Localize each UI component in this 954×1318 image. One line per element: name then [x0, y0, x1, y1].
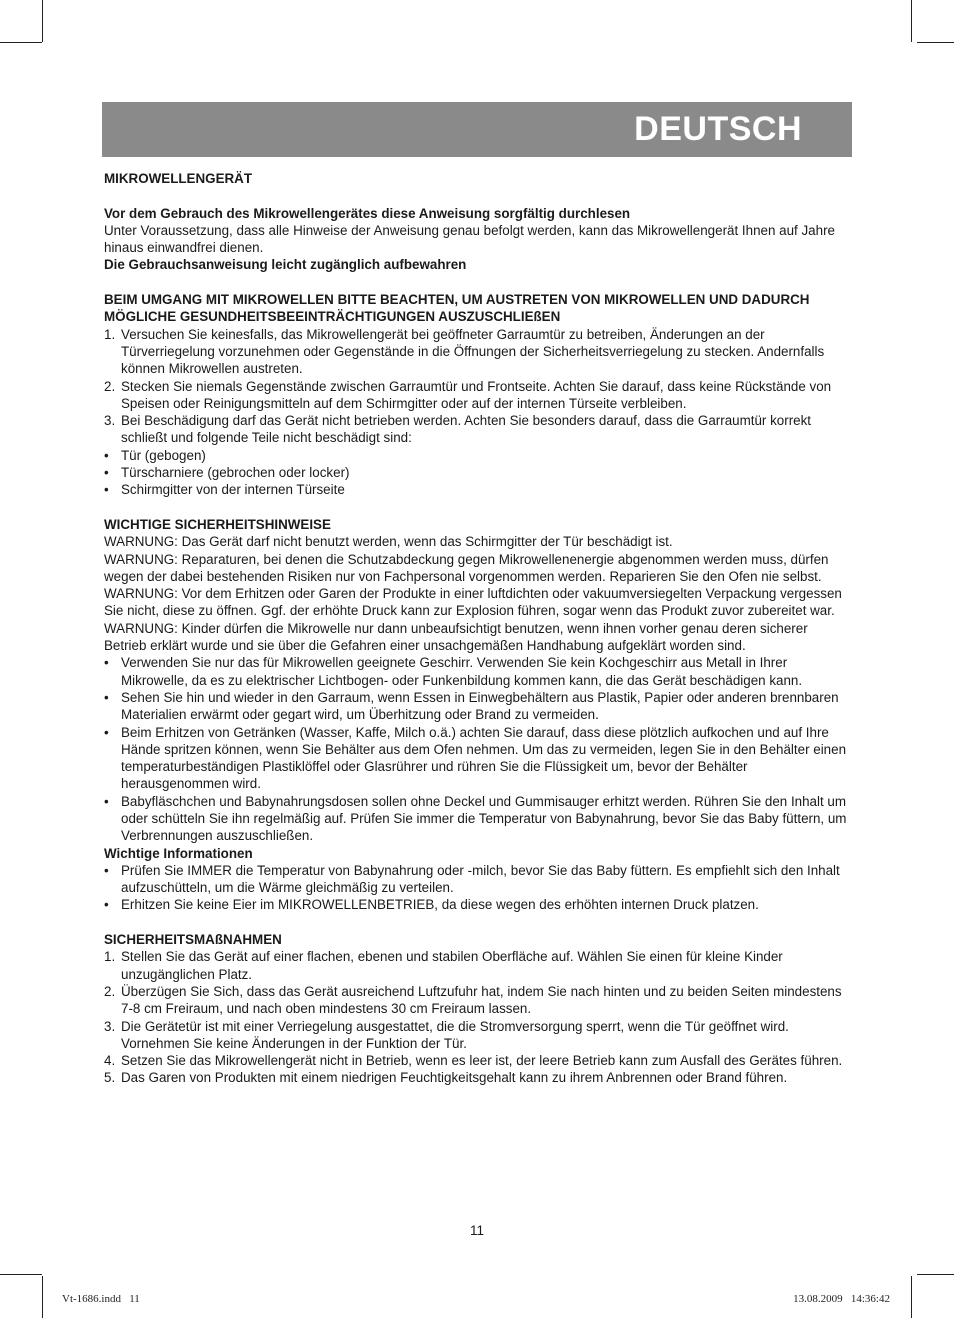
- list-item: • Beim Erhitzen von Getränken (Wasser, Kaffe, Milch o.ä.) achten Sie darauf, dass diese plötzlich aufkochen und auf Ihre Hände spritzen können, wenn Sie Behälter aus dem Ofen nehmen. Um das zu vermeiden, legen Sie in den Behälter einen temperaturbeständigen Plastiklöffel oder Glasrührer und rühren Sie die Flüssigkeit um, bevor der Behälter herausgenommen wird.: [104, 724, 847, 792]
- list-item: • Sehen Sie hin und wieder in den Garraum, wenn Essen in Einwegbehältern aus Plastik, Papier oder anderen brennbaren Materialien erwärmt oder gegart wird, um Überhitzung oder Brand zu vermeiden.: [104, 689, 839, 723]
- crop-mark: [917, 42, 954, 43]
- warning-text: WARNUNG: Vor dem Erhitzen oder Garen der Produkte in einer luftdichten oder vakuumversiegelten Verpackung vergessen Sie nicht, diese zu öffnen. Ggf. der erhöhte Druck kann zur Explosion führen, sogar wenn das Produkt zuvor zubereitet war.: [104, 586, 842, 619]
- warning-text: WARNUNG: Reparaturen, bei denen die Schutzabdeckung gegen Mikrowellenenergie abgenommen werden muss, dürfen wegen der dabei bestehenden Risiken nur von Fachpersonal vorgenommen werden. Reparieren Sie den Ofen nie selbst.: [104, 551, 829, 584]
- crop-mark: [911, 0, 912, 42]
- safety-bullet-list: [104, 654, 850, 844]
- document-heading: MIKROWELLENGERÄT: [104, 171, 253, 186]
- list-item: • Schirmgitter von der internen Türseite: [104, 482, 345, 498]
- intro-text: Unter Voraussetzung, dass alle Hinweise der Anweisung genau befolgt werden, kann das Mikrowellengerät Ihnen auf Jahre hinaus einwandfrei dienen.: [104, 222, 835, 256]
- measures-list: [104, 948, 850, 1086]
- slug-timestamp: 13.08.2009 14:36:42: [793, 1293, 890, 1305]
- crop-mark: [911, 1276, 912, 1318]
- crop-mark: [42, 0, 43, 42]
- list-item: 3. Bei Beschädigung darf das Gerät nicht betrieben werden. Achten Sie besonders darauf, dass die Garraumtür korrekt schließt und folgende Teile nicht beschädigt sind:: [104, 413, 812, 446]
- list-item: • Erhitzen Sie keine Eier im MIKROWELLENBETRIEB, da diese wegen des erhöhten internen Druck platzen.: [104, 897, 759, 913]
- language-title: DEUTSCH: [634, 110, 802, 148]
- caution-list: [104, 326, 850, 499]
- crop-mark: [0, 42, 42, 43]
- info-bullet-list: [104, 862, 850, 914]
- list-item: 2. Stecken Sie niemals Gegenstände zwischen Garraumtür und Frontseite. Achten Sie darauf, dass keine Rückstände von Speisen oder Reinigungsmitteln auf dem Schirmgitter oder auf der internen Türseite verbleiben.: [104, 378, 832, 411]
- list-item: 1. Versuchen Sie keinesfalls, das Mikrowellengerät bei geöffneter Garraumtür zu betreiben, Änderungen an der Türverriegelung vorzunehmen oder Gegenstände in die Öffnungen der Sicherheitsverriegelung zu stecken. Andernfalls können Mikrowellen austreten.: [104, 326, 825, 377]
- list-item: • Verwenden Sie nur das für Mikrowellen geeignete Geschirr. Verwenden Sie kein Kochgeschirr aus Metall in Ihrer Mikrowelle, da es zu elektrischer Lichtbogen- oder Funkenbildung kommen kann, die das Gerät beschädigen kann.: [104, 655, 803, 688]
- language-banner: [102, 102, 852, 157]
- list-item: • Tür (gebogen): [104, 447, 206, 463]
- list-item: • Babyfläschchen und Babynahrungsdosen sollen ohne Deckel und Gummisauger erhitzt werden. Rühren Sie den Inhalt um oder schütteln Sie ihn regelmäßig auf. Prüfen Sie immer die Temperatur von Babynahrung, bevor Sie das Baby füttern, um Verbrennungen auszuschließen.: [104, 793, 847, 844]
- slug-file: Vt-1686.indd 11: [62, 1293, 140, 1305]
- crop-mark: [0, 1274, 42, 1275]
- list-item: 2. Überzügen Sie Sich, dass das Gerät ausreichend Luftzufuhr hat, indem Sie nach hinten und zu beiden Seiten mindestens 7-8 cm Freiraum, und nach oben mindestens 30 cm Freiraum lassen.: [104, 983, 842, 1017]
- safety-title: WICHTIGE SICHERHEITSHINWEISE: [104, 516, 331, 532]
- warning-text: WARNUNG: Das Gerät darf nicht benutzt werden, wenn das Schirmgitter der Tür beschädigt ist.: [104, 534, 673, 550]
- info-title: Wichtige Informationen: [104, 845, 253, 861]
- intro-keep-note: Die Gebrauchsanweisung leicht zugänglich aufbewahren: [104, 257, 467, 273]
- page-number: 11: [469, 1223, 484, 1238]
- intro-title: Vor dem Gebrauch des Mikrowellengerätes diese Anweisung sorgfältig durchlesen: [104, 205, 631, 221]
- list-item: 5. Das Garen von Produkten mit einem niedrigen Feuchtigkeitsgehalt kann zu ihrem Anbrennen oder Brand führen.: [104, 1070, 788, 1086]
- list-item: 1. Stellen Sie das Gerät auf einer flachen, ebenen und stabilen Oberfläche auf. Wählen Sie einen für kleine Kinder unzugänglichen Platz.: [104, 949, 783, 982]
- list-item: • Prüfen Sie IMMER die Temperatur von Babynahrung oder -milch, bevor Sie das Baby füttern. Es empfiehlt sich den Inhalt aufzuschütteln, um die Wärme gleichmäßig zu verteilen.: [104, 862, 840, 896]
- list-item: • Türscharniere (gebrochen oder locker): [104, 465, 350, 481]
- list-item: 3. Die Gerätetür ist mit einer Verriegelung ausgestattet, die die Stromversorgung sperrt, wenn die Tür geöffnet wird. Vornehmen Sie keine Änderungen in der Funktion der Tür.: [104, 1018, 789, 1051]
- list-item: 4. Setzen Sie das Mikrowellengerät nicht in Betrieb, wenn es leer ist, der leere Betrieb kann zum Ausfall des Gerätes führen.: [104, 1053, 843, 1069]
- crop-mark: [917, 1274, 954, 1275]
- measures-title: SICHERHEITSMAßNAHMEN: [104, 932, 282, 948]
- page-content: [104, 170, 850, 1087]
- caution-title: BEIM UMGANG MIT MIKROWELLEN BITTE BEACHTEN, UM AUSTRETEN VON MIKROWELLEN UND DADURCH MÖGLICHE GESUNDHEITSBEEINTRÄCHTIGUNGEN AUSZUSCHLIEßEN: [104, 292, 810, 325]
- warning-text: WARNUNG: Kinder dürfen die Mikrowelle nur dann unbeaufsichtigt benutzen, wenn ihnen vorher genau deren sicherer Betrieb erklärt wurde und sie über die Gefahren einer unsachgemäßen Handhabung aufgeklärt worden sind.: [104, 620, 808, 654]
- crop-mark: [42, 1276, 43, 1318]
